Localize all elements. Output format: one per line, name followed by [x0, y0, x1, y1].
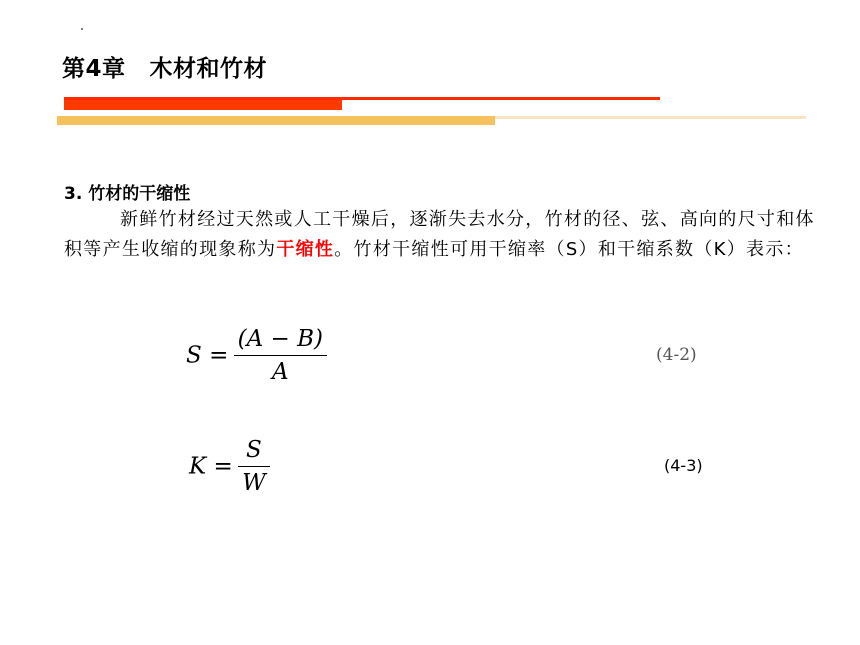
- fraction: [240, 437, 268, 496]
- title-underline-red-thick: [64, 100, 342, 110]
- formula-lhs: K =: [189, 453, 233, 480]
- section-heading: 3. 竹材的干缩性: [64, 184, 191, 204]
- paragraph-text-after: 。竹材干缩性可用干缩率（S）和干缩系数（K）表示：: [334, 239, 804, 260]
- equation-number: (4-3): [664, 456, 703, 475]
- formula-lhs: S =: [186, 342, 229, 369]
- decorative-dot: [81, 28, 83, 30]
- body-paragraph: [64, 205, 824, 265]
- formula-shrinkage-coefficient: [189, 437, 268, 496]
- title-underline-yellow: [57, 116, 495, 125]
- paragraph-text-before: 新鲜竹材经过天然或人工干燥后，逐渐失去水分，竹材的径、弦、高向的尺寸和体积等产生收缩的现象称为: [64, 209, 815, 260]
- fraction-denominator: W: [238, 466, 270, 496]
- title-underline-beige: [495, 116, 806, 119]
- fraction: [236, 326, 325, 385]
- fraction-numerator: S: [246, 437, 262, 463]
- key-term: 干缩性: [276, 239, 335, 260]
- formula-shrinkage-rate: [186, 326, 325, 385]
- page-title: [62, 50, 267, 83]
- equation-number: (4-2): [656, 345, 697, 365]
- chapter-label: 第4章: [62, 56, 126, 82]
- fraction-numerator: (A − B): [237, 326, 324, 352]
- fraction-denominator: A: [234, 355, 327, 385]
- chapter-title: 木材和竹材: [149, 56, 268, 82]
